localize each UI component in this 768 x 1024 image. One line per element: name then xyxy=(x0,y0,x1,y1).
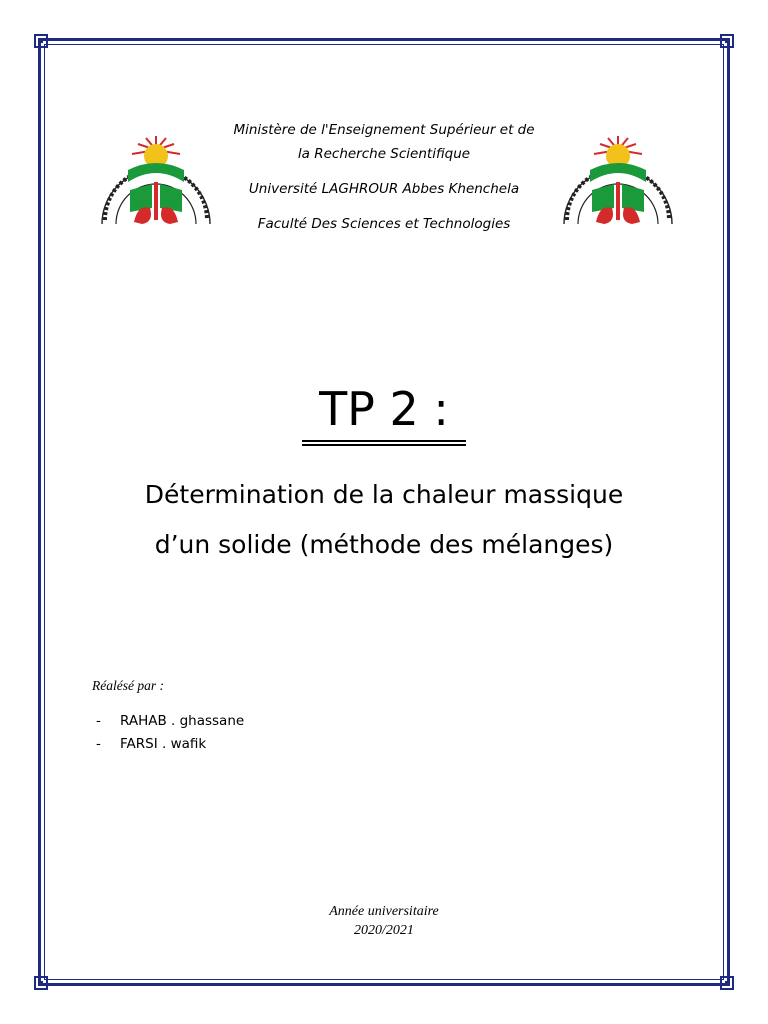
university-logo-right xyxy=(556,112,680,232)
author-item xyxy=(96,713,244,729)
tp-title-double-underline xyxy=(302,440,466,446)
corner-ornament-bottom-right xyxy=(720,976,734,990)
subtitle-line-1: Détermination de la chaleur massique xyxy=(144,480,624,509)
corner-ornament-top-right xyxy=(720,34,734,48)
author-name: FARSI . wafik xyxy=(120,736,207,752)
subtitle-line-2: d’un solide (méthode des mélanges) xyxy=(154,530,614,559)
author-name: RAHAB . ghassane xyxy=(120,713,245,729)
corner-ornament-top-left xyxy=(34,34,48,48)
ministry-line-2: la Recherche Scientifique xyxy=(297,146,471,162)
authors-label: Réalésé par : xyxy=(92,678,164,693)
academic-year-label: Année universitaire xyxy=(329,904,439,919)
ministry-line-1: Ministère de l'Enseignement Supérieur et de xyxy=(233,122,535,138)
faculty-name: Faculté Des Sciences et Technologies xyxy=(257,216,511,232)
university-name: Université LAGHROUR Abbes Khenchela xyxy=(248,181,520,197)
author-item xyxy=(96,736,206,752)
author-dash: - xyxy=(96,713,101,729)
corner-ornament-bottom-left xyxy=(34,976,48,990)
tp-title: TP 2 : xyxy=(319,382,449,436)
academic-year: 2020/2021 xyxy=(354,923,414,938)
author-dash: - xyxy=(96,736,101,752)
